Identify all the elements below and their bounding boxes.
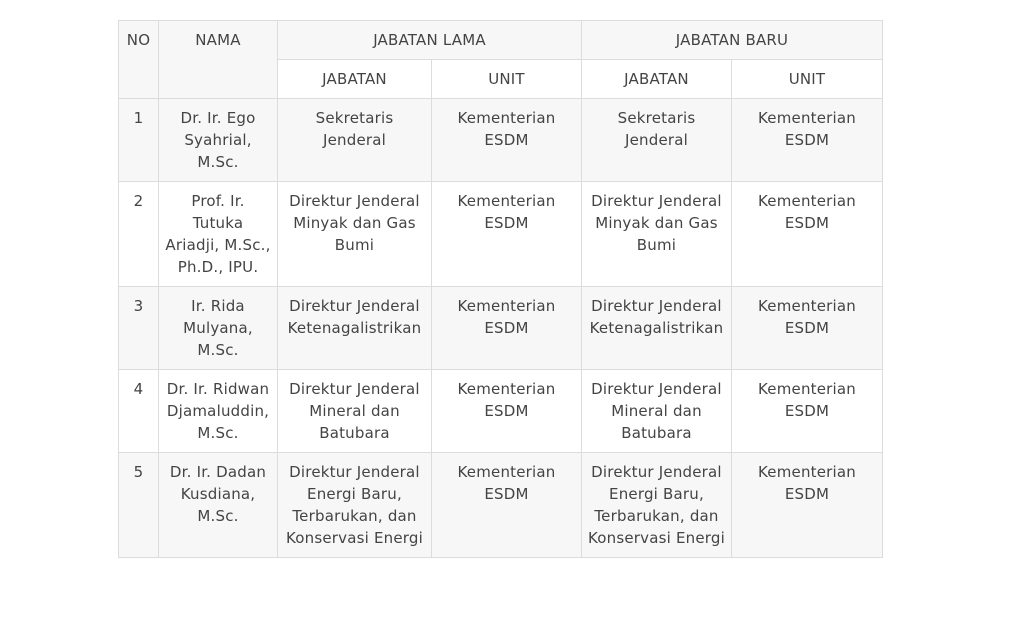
table-row (119, 99, 883, 182)
header-jabatan-lama-unit: UNIT (432, 60, 582, 99)
cell-unit-lama: Kementerian ESDM (432, 370, 582, 453)
cell-jabatan-lama: Direktur Jenderal Minyak dan Gas Bumi (278, 182, 432, 287)
header-jabatan-baru-unit: UNIT (732, 60, 883, 99)
table-row (119, 182, 883, 287)
cell-unit-baru: Kementerian ESDM (732, 182, 883, 287)
header-jabatan-lama: JABATAN LAMA (278, 21, 582, 60)
cell-nama: Dr. Ir. Ridwan Djamaluddin, M.Sc. (159, 370, 278, 453)
cell-no: 4 (119, 370, 159, 453)
cell-unit-baru: Kementerian ESDM (732, 370, 883, 453)
cell-jabatan-baru: Direktur Jenderal Energi Baru, Terbarukan, dan Konservasi Energi (582, 453, 732, 558)
table-row (119, 287, 883, 370)
header-jabatan-baru-jabatan: JABATAN (582, 60, 732, 99)
cell-nama: Prof. Ir. Tutuka Ariadji, M.Sc., Ph.D., IPU. (159, 182, 278, 287)
cell-unit-lama: Kementerian ESDM (432, 453, 582, 558)
cell-unit-baru: Kementerian ESDM (732, 453, 883, 558)
table-row (119, 453, 883, 558)
cell-nama: Ir. Rida Mulyana, M.Sc. (159, 287, 278, 370)
cell-nama: Dr. Ir. Dadan Kusdiana, M.Sc. (159, 453, 278, 558)
cell-unit-baru: Kementerian ESDM (732, 99, 883, 182)
cell-unit-lama: Kementerian ESDM (432, 182, 582, 287)
header-row-main (119, 21, 883, 60)
header-jabatan-lama-jabatan: JABATAN (278, 60, 432, 99)
header-jabatan-baru: JABATAN BARU (582, 21, 883, 60)
cell-no: 2 (119, 182, 159, 287)
header-nama: NAMA (159, 21, 278, 99)
cell-jabatan-lama: Sekretaris Jenderal (278, 99, 432, 182)
officials-table-container (118, 20, 883, 558)
cell-no: 3 (119, 287, 159, 370)
cell-jabatan-baru: Direktur Jenderal Ketenagalistrikan (582, 287, 732, 370)
cell-no: 5 (119, 453, 159, 558)
table-header (119, 21, 883, 99)
table-row (119, 370, 883, 453)
officials-table (118, 20, 883, 558)
cell-unit-baru: Kementerian ESDM (732, 287, 883, 370)
cell-jabatan-lama: Direktur Jenderal Ketenagalistrikan (278, 287, 432, 370)
cell-no: 1 (119, 99, 159, 182)
table-body (119, 99, 883, 558)
cell-jabatan-baru: Sekretaris Jenderal (582, 99, 732, 182)
cell-unit-lama: Kementerian ESDM (432, 287, 582, 370)
cell-jabatan-baru: Direktur Jenderal Minyak dan Gas Bumi (582, 182, 732, 287)
cell-jabatan-lama: Direktur Jenderal Energi Baru, Terbarukan, dan Konservasi Energi (278, 453, 432, 558)
cell-unit-lama: Kementerian ESDM (432, 99, 582, 182)
header-no: NO (119, 21, 159, 99)
cell-nama: Dr. Ir. Ego Syahrial, M.Sc. (159, 99, 278, 182)
cell-jabatan-lama: Direktur Jenderal Mineral dan Batubara (278, 370, 432, 453)
cell-jabatan-baru: Direktur Jenderal Mineral dan Batubara (582, 370, 732, 453)
